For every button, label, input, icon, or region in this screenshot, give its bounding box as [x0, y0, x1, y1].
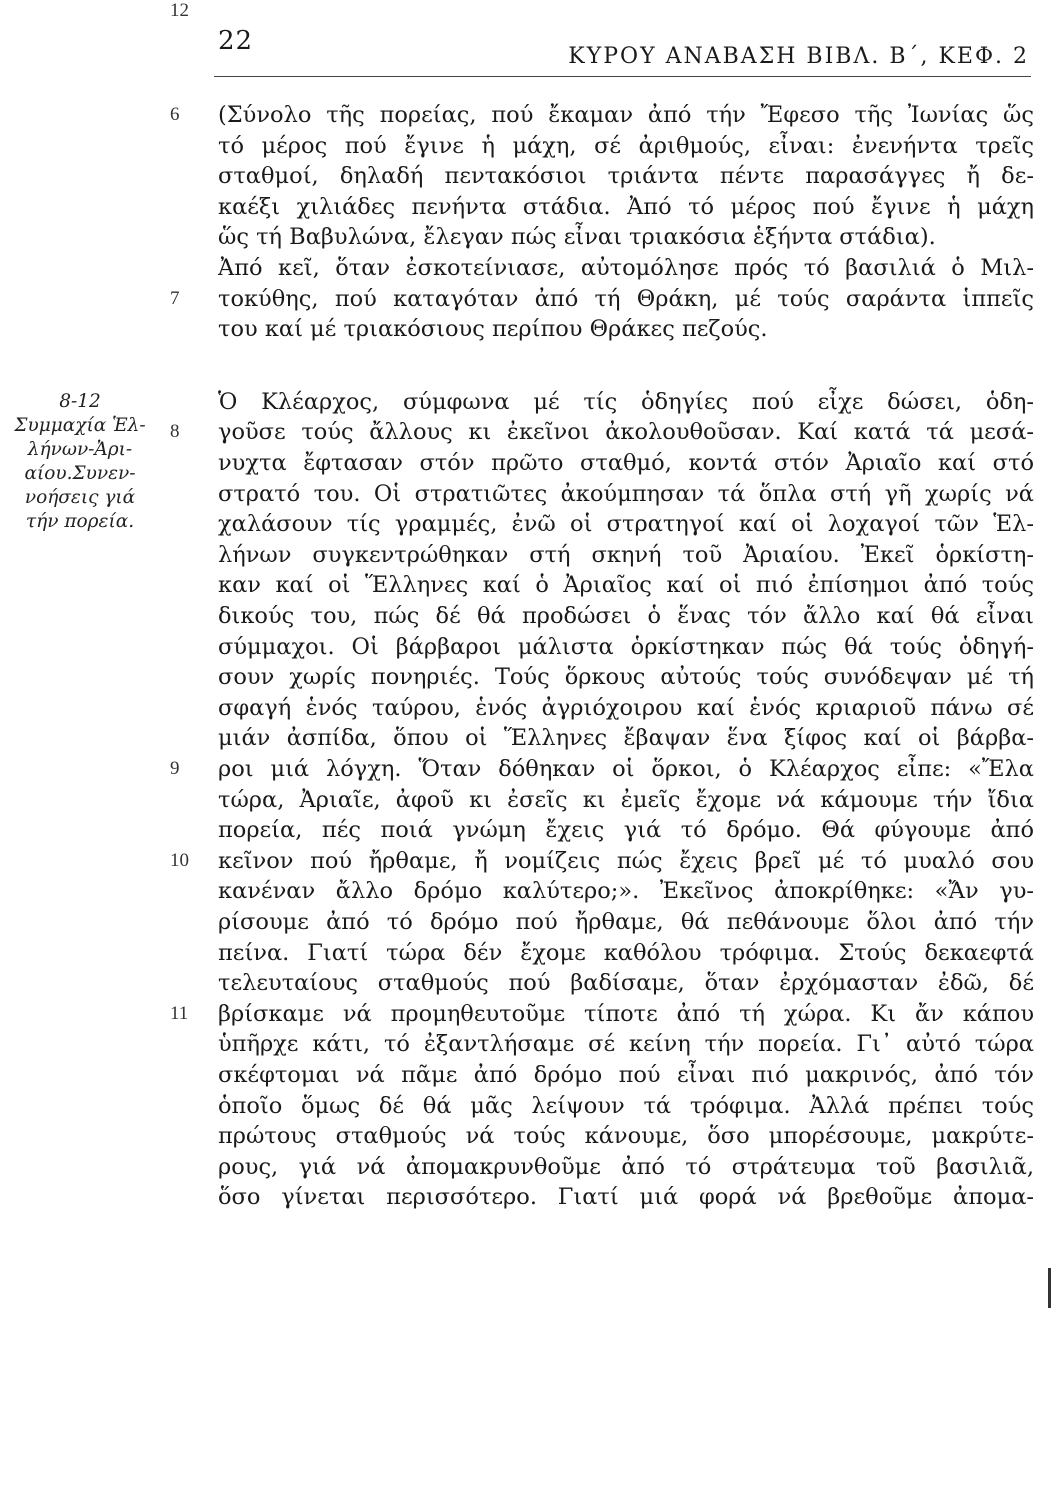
section-number: 9 [170, 758, 180, 779]
text-line: Ἀπό κεῖ, ὅταν ἐσκοτείνιασε, αὐτομόλησε πρός τό βασιλιά ὁ Μιλ- [218, 255, 1034, 281]
text-line: Ὁ Κλέαρχος, σύμφωνα μέ τίς ὁδηγίες πού εἶχε δώσει, ὁδη- [218, 388, 1034, 415]
text-line: τό μέρος πού ἔγινε ἡ μάχη, σέ ἀριθμούς, εἶναι: ἐνενήντα τρεῖς [218, 132, 1034, 159]
text-line: κεῖνον πού ἤρθαμε, ἤ νομίζεις πώς ἔχεις βρεῖ μέ τό μυαλό σου [218, 847, 1034, 874]
text-line: ρους, γιά νά ἀπομακρυνθοῦμε ἀπό τό στράτευμα τοῦ βασιλιᾶ, [218, 1153, 1034, 1180]
text-line: πείνα. Γιατί τώρα δέν ἔχομε καθόλου τρόφιμα. Στούς δεκαεφτά [218, 939, 1034, 966]
text-line: τοκύθης, πού καταγόταν ἀπό τή Θράκη, μέ τούς σαράντα ἱππεῖς [218, 285, 1034, 312]
text-line: σταθμοί, δηλαδή πεντακόσιοι τριάντα πέντε παρασάγγες ἤ δε- [218, 163, 1034, 190]
text-line: ὥς τή Βαβυλώνα, ἔλεγαν πώς εἶναι τριακόσια ἑξήντα στάδια). [218, 224, 936, 251]
section-number: 8 [170, 421, 180, 443]
section-number: 6 [170, 104, 180, 125]
text-line: ὅσο γίνεται περισσότερο. Γιατί μιά φορά νά βρεθοῦμε ἀπομα- [218, 1184, 1034, 1211]
margin-note-line: λήνων-Ἀρι- [27, 439, 133, 460]
running-head: ΚΥΡΟΥ ΑΝΑΒΑΣΗ ΒΙΒΛ. Β΄, ΚΕΦ. 2 [568, 44, 1029, 69]
margin-note-line: αίου.Συνεν- [24, 463, 136, 484]
text-line: σκέφτομαι νά πᾶμε ἀπό δρόμο πού εἶναι πιό μακρινός, ἀπό τόν [218, 1062, 1034, 1088]
text-line: ρίσουμε ἀπό τό δρόμο πού ἤρθαμε, θά πεθάνουμε ὅλοι ἀπό τήν [218, 909, 1034, 935]
text-line: καν καί οἱ Ἕλληνες καί ὁ Ἀριαῖος καί οἱ πιό ἐπίσημοι ἀπό τούς [218, 572, 1034, 599]
text-line: κανέναν ἄλλο δρόμο καλύτερο;». Ἐκεῖνος ἀποκρίθηκε: «Ἄν γυ- [218, 878, 1034, 905]
margin-note-line: Συμμαχία Ἑλ- [14, 415, 146, 436]
section-number: 10 [170, 849, 189, 871]
header-rule [214, 76, 1031, 77]
section-number: 12 [170, 0, 189, 21]
margin-note [0, 390, 160, 534]
text-line: τώρα, Ἀριαῖε, ἀφοῦ κι ἐσεῖς κι ἐμεῖς ἔχομε νά κάμουμε τήν ἴδια [218, 786, 1034, 813]
text-line: μιάν ἀσπίδα, ὅπου οἱ Ἕλληνες ἔβαψαν ἕνα ξίφος καί οἱ βάρβα- [218, 725, 1034, 752]
text-line: γοῦσε τούς ἄλλους κι ἐκεῖνοι ἀκολουθοῦσαν. Καί κατά τά μεσά- [218, 419, 1034, 446]
text-line: ροι μιά λόγχη. Ὅταν δόθηκαν οἱ ὅρκοι, ὁ Κλέαρχος εἶπε: «Ἔλα [218, 756, 1034, 782]
text-line: βρίσκαμε νά προμηθευτοῦμε τίποτε ἀπό τή χώρα. Κι ἄν κάπου [218, 1000, 1034, 1027]
text-line: τελευταίους σταθμούς πού βαδίσαμε, ὅταν ἐρχόμασταν ἐδῶ, δέ [218, 970, 1034, 997]
text-line: σουν χωρίς πονηριές. Τούς ὅρκους αὐτούς τούς συνόδεψαν μέ τή [218, 664, 1034, 691]
text-line: σύμμαχοι. Οἱ βάρβαροι μάλιστα ὁρκίστηκαν πώς θά τούς ὁδηγή- [218, 633, 1034, 660]
text-line: σφαγή ἑνός ταύρου, ἑνός ἀγριόχοιρου καί ἑνός κριαριοῦ πάνω σέ [218, 694, 1034, 721]
text-line: χαλάσουν τίς γραμμές, ἐνῶ οἱ στρατηγοί καί οἱ λοχαγοί τῶν Ἑλ- [218, 511, 1034, 538]
text-line: (Σύνολο τῆς πορείας, πού ἔκαμαν ἀπό τήν Ἔφεσο τῆς Ἰωνίας ὥς [218, 102, 1034, 128]
text-line: καέξι χιλιάδες πενήντα στάδια. Ἀπό τό μέρος πού ἔγινε ἡ μάχη [218, 193, 1034, 220]
text-line: νυχτα ἔφτασαν στόν πρῶτο σταθμό, κοντά στόν Ἀριαῖο καί στό [218, 450, 1034, 476]
text-line: πορεία, πές ποιά γνώμη ἔχεις γιά τό δρόμο. Θά φύγουμε ἀπό [218, 817, 1034, 844]
section-number: 7 [170, 287, 180, 309]
margin-note-line: τήν πορεία. [25, 511, 135, 532]
text-line: στρατό του. Οἱ στρατιῶτες ἀκούμπησαν τά ὅπλα στή γῆ χωρίς νά [218, 480, 1034, 507]
text-line: ὑπῆρχε κάτι, τό ἐξαντλήσαμε σέ κείνη τήν πορεία. Γι᾿ αὐτό τώρα [218, 1031, 1034, 1058]
text-line: ὁποῖο ὅμως δέ θά μᾶς λείψουν τά τρόφιμα. Ἀλλά πρέπει τούς [218, 1092, 1034, 1119]
text-line: δικούς του, πώς δέ θά προδώσει ὁ ἕνας τόν ἄλλο καί θά εἶναι [218, 603, 1034, 629]
margin-note-range: 8-12 [59, 391, 101, 412]
text-line: του καί μέ τριακόσιους περίπου Θράκες πεζούς. [218, 316, 768, 343]
text-line: λήνων συγκεντρώθηκαν στή σκηνή τοῦ Ἀριαίου. Ἐκεῖ ὁρκίστη- [218, 541, 1034, 568]
section-number: 11 [170, 1002, 189, 1024]
margin-note-line: νοήσεις γιά [24, 487, 136, 508]
text-line: πρώτους σταθμούς νά τούς κάνουμε, ὅσο μπορέσουμε, μακρύτε- [218, 1123, 1034, 1150]
page-number: 22 [218, 26, 254, 56]
